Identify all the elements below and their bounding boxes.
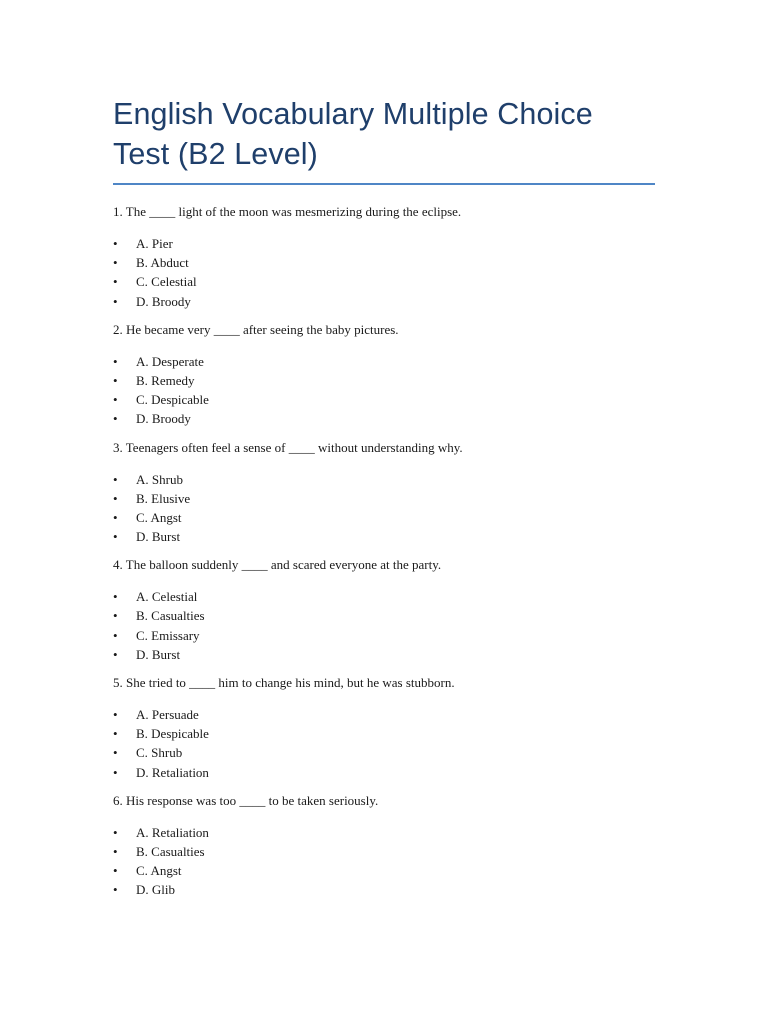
option-list: [113, 470, 655, 547]
question-4: [113, 557, 655, 664]
question-list: [113, 204, 655, 900]
question-5: [113, 675, 655, 782]
option-item: [113, 724, 655, 743]
bullet-icon: •: [113, 471, 118, 487]
bullet-icon: •: [113, 353, 118, 369]
title-divider: [113, 183, 655, 185]
option-item: [113, 763, 655, 782]
option-list: [113, 823, 655, 900]
bullet-icon: •: [113, 411, 118, 427]
bullet-icon: •: [113, 392, 118, 408]
option-item: [113, 823, 655, 842]
option-item: [113, 292, 655, 311]
question-1: [113, 204, 655, 311]
question-text: 6. His response was too ____ to be taken seriously.: [113, 792, 379, 808]
option-item: [113, 253, 655, 272]
bullet-icon: •: [113, 646, 118, 662]
option-label: B. Abduct: [136, 255, 189, 271]
bullet-icon: •: [113, 372, 118, 388]
option-item: [113, 743, 655, 762]
option-item: [113, 705, 655, 724]
bullet-icon: •: [113, 529, 118, 545]
bullet-icon: •: [113, 236, 118, 251]
option-item: [113, 527, 655, 546]
option-label: B. Despicable: [136, 726, 209, 742]
option-label: D. Broody: [136, 293, 191, 309]
option-label: D. Glib: [136, 882, 175, 898]
option-label: D. Broody: [136, 411, 191, 427]
option-item: [113, 626, 655, 645]
option-item: [113, 409, 655, 428]
option-item: [113, 842, 655, 861]
question-text: 1. The ____ light of the moon was mesmerizing during the eclipse.: [113, 204, 462, 219]
question-text: 3. Teenagers often feel a sense of ____ without understanding why.: [113, 439, 463, 455]
question-6: [113, 793, 655, 900]
bullet-icon: •: [113, 589, 118, 605]
bullet-icon: •: [113, 882, 118, 898]
option-item: [113, 606, 655, 625]
option-list: [113, 352, 655, 429]
option-list: [113, 587, 655, 664]
bullet-icon: •: [113, 843, 118, 859]
question-3: [113, 440, 655, 547]
option-item: [113, 645, 655, 664]
page-title: English Vocabulary Multiple Choice Test (B2 Level): [113, 97, 593, 171]
bullet-icon: •: [113, 726, 118, 742]
bullet-icon: •: [113, 293, 118, 309]
option-item: [113, 489, 655, 508]
document-page: [113, 94, 655, 900]
option-label: A. Retaliation: [136, 824, 209, 840]
option-item: [113, 234, 655, 253]
question-text: 4. The balloon suddenly ____ and scared everyone at the party.: [113, 557, 442, 573]
option-list: [113, 234, 655, 311]
option-label: D. Retaliation: [136, 764, 209, 780]
option-item: [113, 371, 655, 390]
bullet-icon: •: [113, 509, 118, 525]
option-item: [113, 587, 655, 606]
option-label: B. Casualties: [136, 843, 205, 859]
option-label: A. Persuade: [136, 707, 199, 722]
bullet-icon: •: [113, 824, 118, 840]
option-item: [113, 352, 655, 371]
question-text: 5. She tried to ____ him to change his mind, but he was stubborn.: [113, 675, 455, 690]
option-label: D. Burst: [136, 529, 181, 545]
question-2: [113, 322, 655, 429]
option-label: A. Shrub: [136, 471, 183, 487]
option-item: [113, 880, 655, 899]
option-item: [113, 390, 655, 409]
option-item: [113, 272, 655, 291]
bullet-icon: •: [113, 608, 118, 624]
option-label: C. Despicable: [136, 392, 209, 408]
option-label: A. Desperate: [136, 353, 204, 369]
bullet-icon: •: [113, 627, 118, 643]
option-label: B. Casualties: [136, 608, 205, 624]
option-label: C. Angst: [136, 509, 182, 525]
bullet-icon: •: [113, 707, 118, 722]
bullet-icon: •: [113, 274, 118, 290]
option-item: [113, 470, 655, 489]
option-label: C. Shrub: [136, 745, 183, 761]
option-label: A. Celestial: [136, 589, 198, 605]
option-label: B. Remedy: [136, 372, 195, 388]
option-label: C. Angst: [136, 863, 182, 879]
question-text: 2. He became very ____ after seeing the baby pictures.: [113, 321, 399, 337]
option-label: C. Emissary: [136, 627, 200, 643]
bullet-icon: •: [113, 490, 118, 506]
option-label: A. Pier: [136, 236, 173, 251]
option-item: [113, 861, 655, 880]
option-label: C. Celestial: [136, 274, 197, 290]
option-label: B. Elusive: [136, 490, 191, 506]
option-list: [113, 705, 655, 782]
option-item: [113, 508, 655, 527]
bullet-icon: •: [113, 255, 118, 271]
bullet-icon: •: [113, 745, 118, 761]
bullet-icon: •: [113, 764, 118, 780]
bullet-icon: •: [113, 863, 118, 879]
option-label: D. Burst: [136, 646, 181, 662]
